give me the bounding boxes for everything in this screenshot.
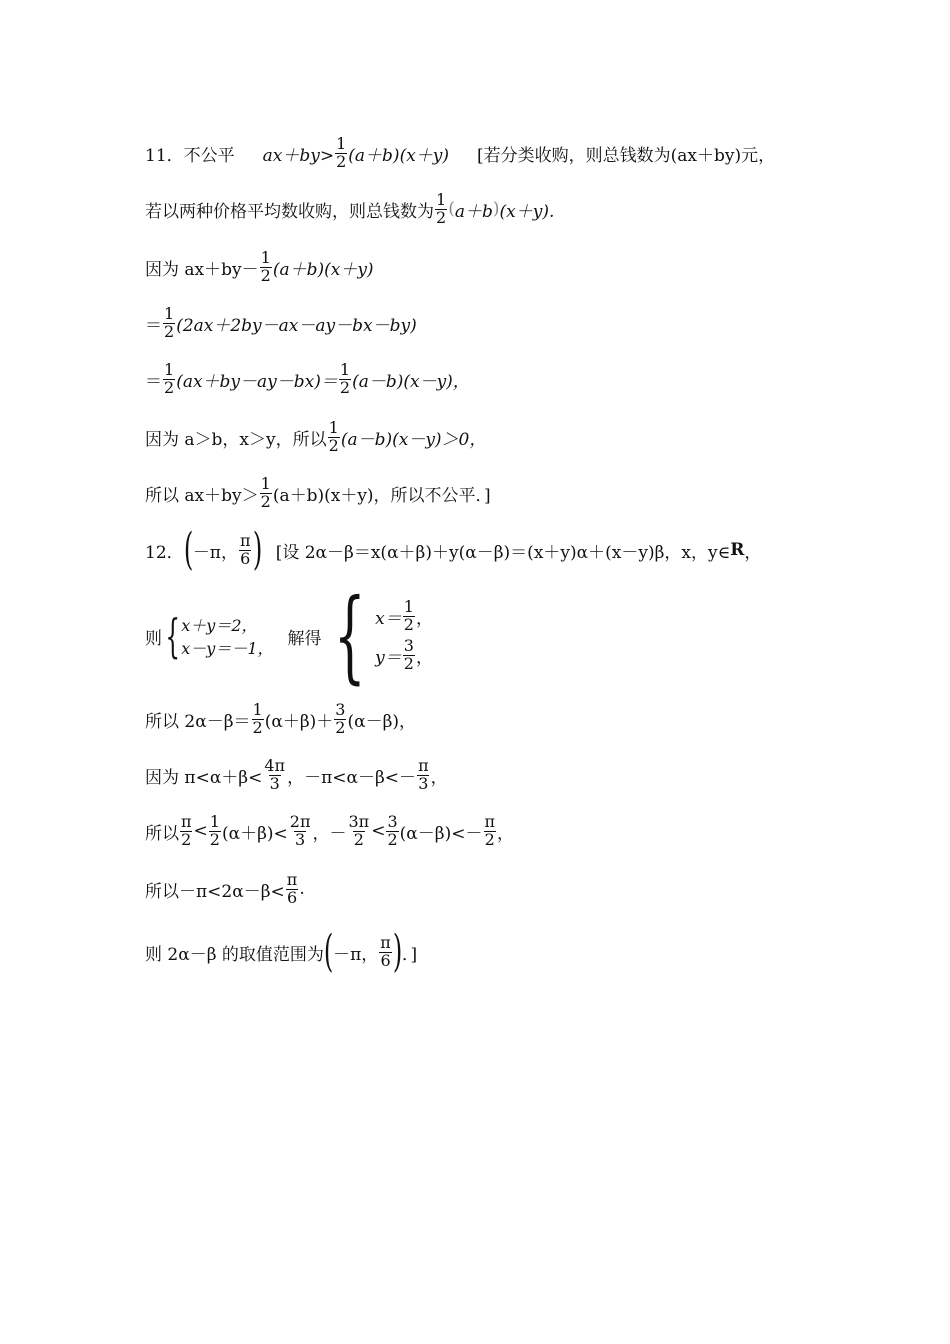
text: (α＋β)< bbox=[221, 823, 288, 844]
text: 所以 bbox=[145, 823, 179, 844]
q11-line2: 若以两种价格平均数收购，则总钱数为 $\frac{1}{2}$ ( a＋b ) (x＋y). bbox=[145, 190, 555, 227]
fraction: $\frac{1}{2}$ bbox=[336, 134, 347, 171]
fraction: $\frac{3\pi}{2}$ bbox=[348, 812, 370, 849]
q12-line3 bbox=[145, 702, 416, 737]
text: ＝ bbox=[145, 371, 162, 392]
q11-line1 bbox=[145, 136, 775, 171]
text: ，－ bbox=[312, 823, 347, 844]
q11-number: 11． bbox=[145, 145, 184, 166]
right-paren: ) bbox=[252, 524, 262, 575]
fraction: $\frac{\pi}{3}$ bbox=[418, 756, 429, 793]
text: 所以－π<2α－β< bbox=[145, 881, 285, 902]
q11-line4 bbox=[145, 306, 417, 341]
q12-line1 bbox=[145, 524, 762, 575]
text: ＝ bbox=[145, 315, 162, 336]
q12-line7 bbox=[145, 926, 418, 977]
text: (ax＋by－ay－bx)＝ bbox=[176, 371, 338, 392]
text: (a＋b)(x＋y) bbox=[272, 259, 374, 280]
fraction: $\frac{1}{2}$ bbox=[328, 418, 339, 455]
q11-answer: 不公平 bbox=[183, 145, 235, 166]
q12-line4 bbox=[145, 758, 448, 793]
left-brace: { bbox=[333, 577, 366, 694]
text: (x＋y). bbox=[499, 201, 555, 222]
q11-claim-pre: ax＋by> bbox=[262, 145, 335, 166]
text: －π， bbox=[192, 542, 238, 563]
q12-number: 12． bbox=[145, 542, 184, 563]
fraction: $\frac{3}{2}$ bbox=[387, 812, 398, 849]
text: 因为 π<α＋β< bbox=[145, 767, 263, 788]
text: ， bbox=[744, 542, 762, 563]
text: 则 bbox=[145, 628, 162, 649]
q12-line6 bbox=[145, 872, 305, 907]
fraction: $\frac{1}{2}$ bbox=[164, 304, 175, 341]
q11-line5 bbox=[145, 362, 470, 397]
fraction: $\frac{\pi}{6}$ bbox=[286, 870, 298, 907]
text: x－y＝－1， bbox=[181, 639, 274, 658]
text: < bbox=[371, 821, 386, 842]
text: (α＋β)＋ bbox=[264, 711, 334, 732]
text: ，－π<α－β<－ bbox=[287, 767, 417, 788]
text: (a＋b)(x＋y)，所以不公平．] bbox=[272, 485, 491, 506]
text: (2ax＋2by－ax－ay－bx－by) bbox=[176, 315, 417, 336]
text: x＋y＝2， bbox=[181, 616, 258, 635]
text: y＝ bbox=[375, 647, 402, 668]
fraction: $\frac{1}{2}$ bbox=[403, 597, 414, 635]
fraction: $\frac{3}{2}$ bbox=[335, 700, 346, 737]
text: a＋b bbox=[454, 201, 493, 222]
fraction: $\frac{2\pi}{3}$ bbox=[289, 812, 311, 849]
fraction: $\frac{1}{2}$ bbox=[164, 360, 175, 397]
fraction: $\frac{\pi}{6}$ bbox=[380, 932, 391, 970]
left-paren: ( bbox=[323, 926, 334, 977]
fraction: $\frac{\pi}{6}$ bbox=[240, 530, 251, 568]
q11-bracket-text: [若分类收购，则总钱数为(ax＋by)元， bbox=[477, 145, 776, 166]
fraction: $\frac{\pi}{2}$ bbox=[181, 812, 192, 849]
text: [设 2α－β＝x(α＋β)＋y(α－β)＝(x＋y)α＋(x－y)β，x，y∈ bbox=[275, 542, 731, 563]
text: 若以两种价格平均数收购，则总钱数为 bbox=[145, 201, 434, 222]
equation-system bbox=[181, 613, 273, 659]
text: . bbox=[299, 879, 305, 900]
text: 则 2α－β 的取值范围为 bbox=[145, 944, 324, 965]
text: x＝ bbox=[375, 609, 402, 630]
text: < bbox=[193, 821, 208, 842]
fraction: $\frac{1}{2}$ bbox=[339, 360, 351, 397]
q12-system-line bbox=[145, 577, 433, 694]
text: R bbox=[730, 540, 745, 560]
fraction: $\frac{\pi}{2}$ bbox=[484, 812, 495, 849]
left-brace: { bbox=[165, 609, 180, 663]
fraction: $\frac{4\pi}{3}$ bbox=[264, 756, 286, 793]
q11-line3 bbox=[145, 250, 374, 285]
left-paren: ( bbox=[183, 524, 193, 575]
fraction: $\frac{1}{2}$ bbox=[252, 700, 263, 737]
text: ．] bbox=[401, 944, 418, 965]
q12-line5 bbox=[145, 814, 514, 849]
q11-claim-post: (a＋b)(x＋y) bbox=[348, 145, 450, 166]
text: 所以 2α－β＝ bbox=[145, 711, 251, 732]
text: ， bbox=[496, 823, 514, 844]
fraction: $\frac{1}{2}$ bbox=[260, 474, 271, 511]
fraction: $\frac{1}{2}$ bbox=[436, 190, 447, 227]
text: (a－b)(x－y)＞0， bbox=[340, 429, 487, 450]
text: 解得 bbox=[287, 628, 322, 649]
text: 因为 ax＋by－ bbox=[145, 259, 259, 280]
fraction: $\frac{1}{2}$ bbox=[209, 812, 220, 849]
right-paren: ) bbox=[392, 926, 403, 977]
q11-line7 bbox=[145, 476, 491, 511]
fraction: $\frac{3}{2}$ bbox=[403, 636, 414, 673]
solution-system: x＝ $\frac{1}{2}$ ， y＝ $\frac{3}{2}$ ， bbox=[375, 597, 433, 673]
text: 所以 ax＋by＞ bbox=[145, 485, 259, 506]
text: －π， bbox=[333, 944, 379, 965]
text: (α－β)<－ bbox=[399, 823, 483, 844]
text: (α－β)， bbox=[347, 711, 417, 732]
q11-line6 bbox=[145, 420, 486, 455]
text: ， bbox=[430, 767, 448, 788]
text: 因为 a＞b，x＞y，所以 bbox=[145, 429, 327, 450]
text: (a－b)(x－y)， bbox=[352, 371, 470, 392]
fraction: $\frac{1}{2}$ bbox=[260, 248, 271, 285]
